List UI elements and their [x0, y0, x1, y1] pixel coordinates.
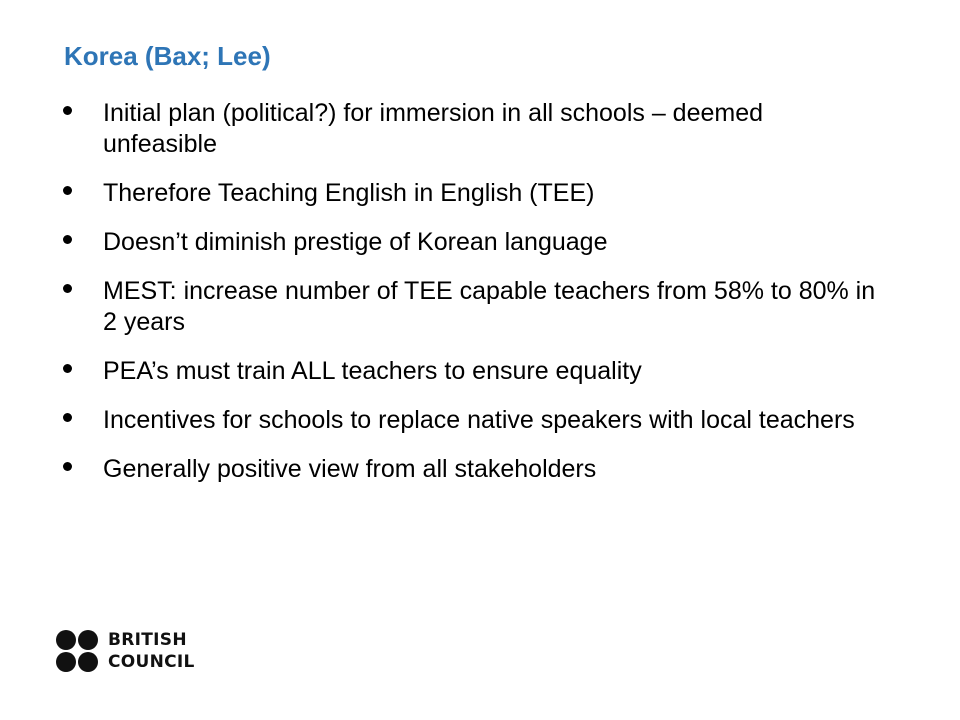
- bullet-item: [60, 454, 880, 485]
- bullet-text: Therefore Teaching English in English (TEE): [103, 179, 595, 207]
- logo-dot: [78, 652, 98, 672]
- bullet-item: [60, 98, 880, 160]
- bullet-text: Initial plan (political?) for immersion in all schools – deemed unfeasible: [103, 99, 764, 158]
- bullet-icon: [63, 106, 72, 115]
- bullet-icon: [63, 284, 72, 293]
- british-council-logo: [56, 630, 216, 678]
- logo-dot: [56, 652, 76, 672]
- bullet-list: [60, 98, 880, 503]
- logo-dot: [78, 630, 98, 650]
- logo-line-1: BRITISH: [108, 630, 187, 650]
- slide-title: Korea (Bax; Lee): [64, 41, 271, 71]
- bullet-item: [60, 405, 880, 436]
- logo-wordmark: [108, 629, 195, 673]
- bullet-icon: [63, 413, 72, 422]
- bullet-icon: [63, 462, 72, 471]
- bullet-text: Generally positive view from all stakeholders: [103, 455, 597, 483]
- bullet-item: [60, 227, 880, 258]
- logo-dots-icon: [56, 630, 98, 672]
- logo-dot: [56, 630, 76, 650]
- logo-line-2: COUNCIL: [108, 652, 195, 672]
- bullet-item: [60, 178, 880, 209]
- bullet-item: [60, 356, 880, 387]
- bullet-item: [60, 276, 880, 338]
- bullet-icon: [63, 364, 72, 373]
- bullet-icon: [63, 186, 72, 195]
- bullet-text: Incentives for schools to replace native speakers with local teachers: [103, 406, 855, 434]
- bullet-icon: [63, 235, 72, 244]
- bullet-text: Doesn’t diminish prestige of Korean language: [103, 228, 608, 256]
- bullet-text: MEST: increase number of TEE capable teachers from 58% to 80% in 2 years: [103, 277, 876, 336]
- bullet-text: PEA’s must train ALL teachers to ensure equality: [103, 357, 642, 385]
